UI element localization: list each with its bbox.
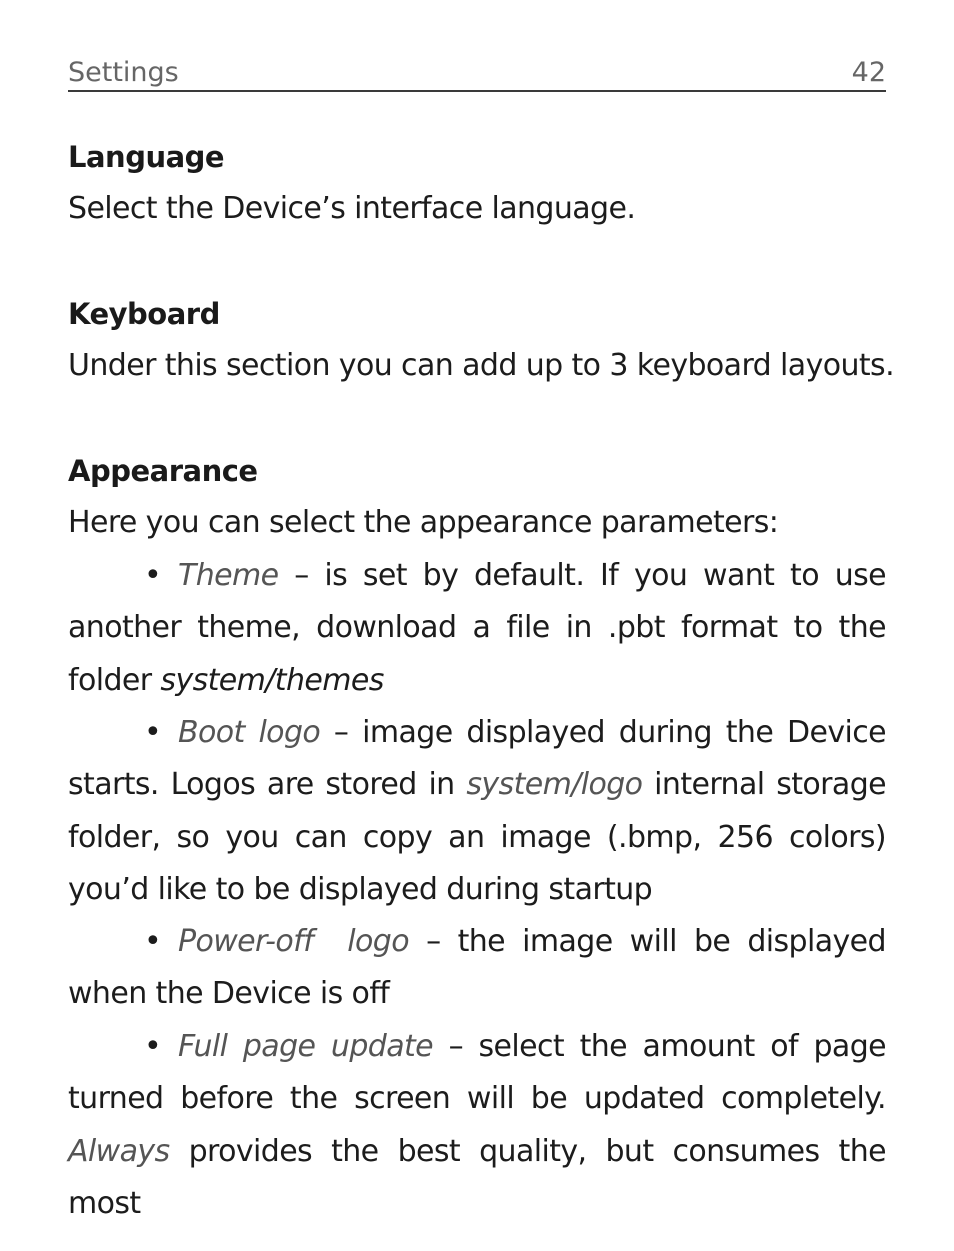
header-section-name: Settings [68,57,179,88]
item-text: – select the amount of page turned before the screen will be updated completely. [68,1029,886,1117]
path-system-logo: system/logo [466,767,643,803]
list-item-boot-logo [68,707,886,916]
keyboard-heading: Keyboard [68,297,220,331]
term-always: Always [68,1133,170,1169]
list-item-full-page-update [68,1021,886,1230]
term-full-page-update: Full page update [178,1029,434,1064]
header-page-number: 42 [851,57,886,88]
term-theme: Theme [178,558,279,593]
item-text: – the image will be displayed when the Device is off [68,924,886,1012]
appearance-heading: Appearance [68,454,258,488]
keyboard-description: Under this section you can add up to 3 keyboard layouts. [68,348,895,383]
list-item-power-off-logo [68,916,886,1021]
bullet: • [144,558,162,593]
term-power-off-logo: Power-off logo [178,924,409,959]
language-description: Select the Device’s interface language. [68,191,636,226]
bullet: • [144,1029,162,1064]
running-header [68,56,886,92]
item-text: – is set by default. If you want to use another theme, download a file in .pbt format to the folder [68,558,886,698]
bullet: • [144,715,162,750]
language-heading: Language [68,140,225,174]
term-boot-logo: Boot logo [178,715,321,750]
list-item-theme [68,550,886,707]
path-system-themes: system/themes [160,662,384,698]
appearance-intro: Here you can select the appearance parameters: [68,505,779,540]
always-description: provides the best quality, but consumes the most [68,1133,886,1221]
bullet: • [144,924,162,959]
item-tail: internal storage folder, so you can copy an image (.bmp, 256 colors) you’d like to be displayed during startup [68,767,886,907]
item-text: – image displayed during the Device starts. Logos are stored in [68,715,886,803]
